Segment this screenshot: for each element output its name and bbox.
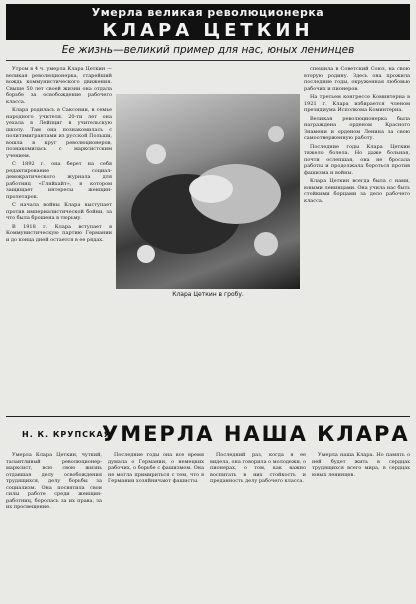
paragraph: С начала войны Клара выступает против империалистической бойни, за что была брошена в тюрьму. <box>6 202 112 221</box>
article2-column-4: Умерла наша Клара. Но память о ней будет жить в сердцах трудящихся всего мира, в сердцах юных ленинцев. <box>312 452 410 478</box>
divider <box>6 60 410 61</box>
article-column-left <box>6 66 112 410</box>
article2-column-3: Последний раз, когда я ее видела, она говорила о молодежи, о пионерах, о том, как важно воспитать в них стойкость и преданность делу рабочего класса. <box>210 452 306 484</box>
subtitle: Ее жизнь—великий пример для нас, юных ленинцев <box>61 44 355 56</box>
newspaper-page <box>4 4 412 600</box>
photo <box>116 94 300 289</box>
paragraph: спешила в Советский Союз, на свою вторую родину. Здесь она прожила последние годы, окруженная любовью рабочих и пионеров. <box>304 66 410 92</box>
article-column-right <box>304 66 410 410</box>
section-divider <box>6 416 410 417</box>
paragraph: В 1918 г. Клара вступает в Коммунистическую партию Германии и до конца дней остается в ее рядах. <box>6 223 112 243</box>
paragraph: Последние годы Клара Цеткин тяжело болела. Но даже больная, почти ослепшая, она не бросала работы и продолжала бороться против фашизма и войны. <box>304 143 410 176</box>
paragraph: Клара Цеткин всегда была с нами, юными ленинцами. Она учила нас быть стойкими борцами за дело рабочего класса. <box>304 178 410 204</box>
headline-banner <box>6 4 410 40</box>
paragraph: С 1892 г. она берет на себя редактирование социал-демократического журнала для работниц «Гляйхайт», в котором защищает интересы женщин-пролетарок. <box>6 161 112 200</box>
photo-caption: Клара Цеткин в гробу. <box>172 291 244 298</box>
paragraph: Утром в 4 ч. умерла Клара Цеткин — великая революционерка, старейший вождь коммунистического движения. Свыше 50 лет своей жизни она отдала борьбе за освобождение рабочего класса. <box>6 66 112 105</box>
paragraph: Клара родилась в Саксонии, в семье народного учителя. 20-ти лет она уехала в Лейпциг в учительскую школу. Там она познакомилась с политэмигрантами из русской Польши, вошла в круг революционеров, познакомилась с марксистским учением. <box>6 107 112 159</box>
headline-kicker: Умерла великая революционерка <box>91 6 325 19</box>
headline-secondary: УМЕРЛА НАША КЛАРА <box>102 422 410 446</box>
headline-name: КЛАРА ЦЕТКИН <box>102 20 314 41</box>
paragraph: На третьем конгрессе Коминтерна в 1921 г. Клара избирается членом президиума Исполкома Коминтерна. <box>304 94 410 113</box>
author-byline: Н. К. КРУПСКАЯ <box>22 430 111 439</box>
article2-column-1: Умерла Клара Цеткин, чуткий, талантливый революционер-марксист, всю свою жизнь отдавшая делу освобождения трудящихся, делу борьбы за социализм. Она посвятила свои силы работе среди женщин-работниц, боролась за их права, за их просвещение. <box>6 452 102 510</box>
paragraph: Великая революционерка была награждена орденом Красного Знамени и орденом Ленина за свою самоотверженную работу. <box>304 115 410 141</box>
photo-artwork <box>116 94 300 289</box>
article2-column-2: Последние годы она все время думала о Германии, о немецких рабочих, о борьбе с фашизмом. Она не могла примириться с тем, что в Германии хозяйничают фашисты. <box>108 452 204 484</box>
